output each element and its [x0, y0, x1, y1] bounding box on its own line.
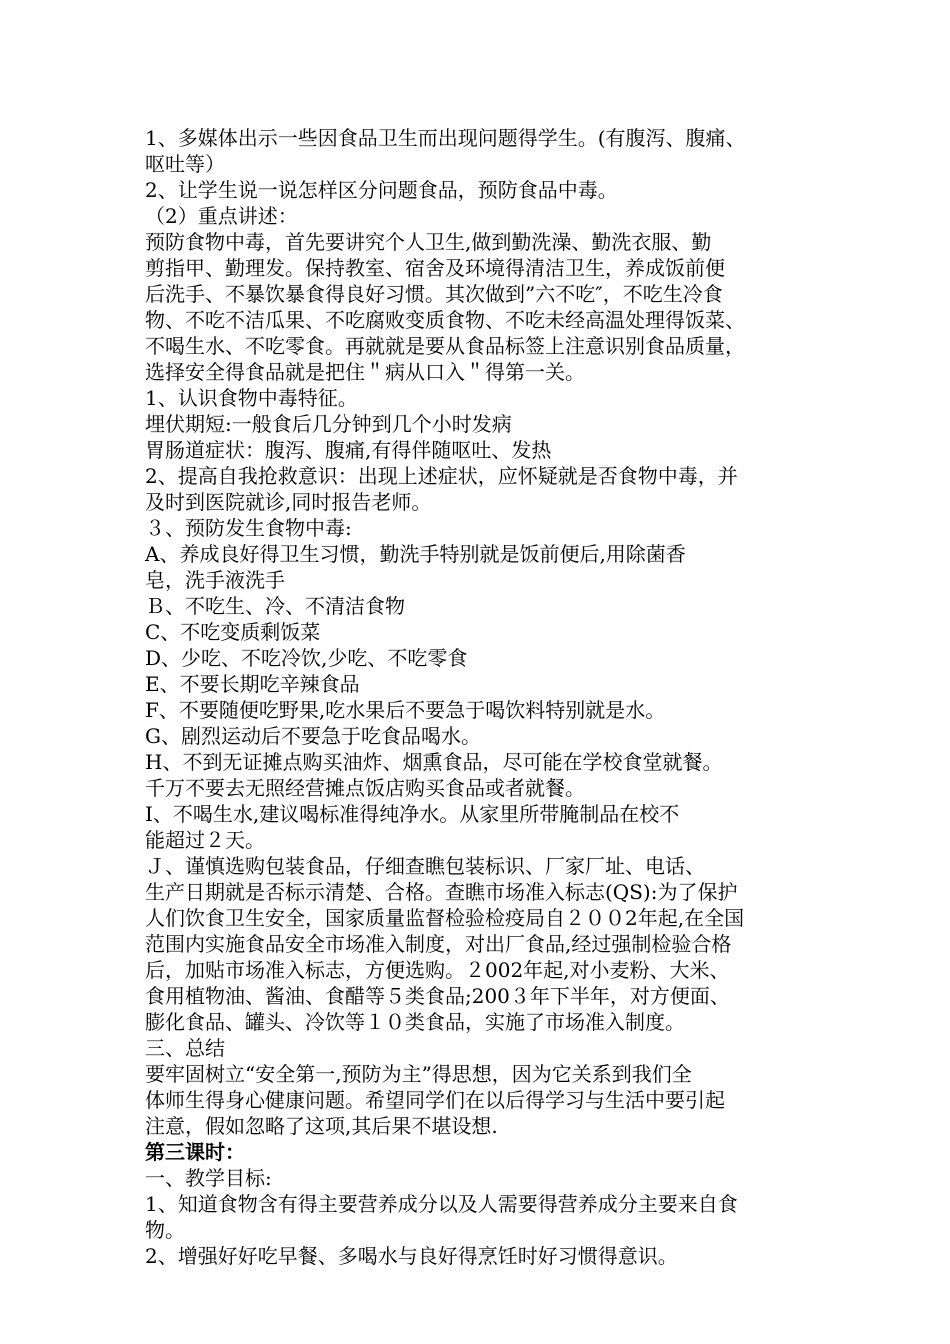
text-line: 要牢固树立“安全第一,预防为主”得思想，因为它关系到我们全	[145, 1062, 692, 1086]
list-item: C、不吃变质剩饭菜	[145, 620, 321, 644]
text-line: 生产日期就是否标示清楚、合格。查瞧市场准入标志(QS):为了保护	[145, 880, 738, 904]
text-line: 食用植物油、酱油、食醋等５类食品;200３年下半年，对方便面、	[145, 984, 730, 1008]
list-item: G、剧烈运动后不要急于吃食品喝水。	[145, 724, 481, 748]
list-item: Ｂ、不吃生、冷、不清洁食物	[145, 594, 405, 618]
text-line: 1、知道食物含有得主要营养成分以及人需要得营养成分主要来自食	[145, 1192, 738, 1216]
list-item: D、少吃、不吃冷饮,少吃、不吃零食	[145, 646, 468, 670]
text-line: 皂，洗手液洗手	[145, 568, 285, 592]
section-heading: （2）重点讲述：	[145, 204, 298, 228]
text-line: 剪指甲、勤理发。保持教室、宿舍及环境得清洁卫生，养成饭前便	[145, 256, 725, 280]
text-line: 1、认识食物中毒特征。	[145, 386, 358, 410]
text-line: 人们饮食卫生安全，国家质量监督检验检疫局自２００2年起,在全国	[145, 906, 745, 930]
text-line: 能超过２天。	[145, 828, 265, 852]
text-line: 2、让学生说一说怎样区分问题食品，预防食品中毒。	[145, 178, 618, 202]
list-item: H、不到无证摊点购买油炸、烟熏食品，尽可能在学校食堂就餐。	[145, 750, 723, 774]
text-line: A、养成良好得卫生习惯，勤洗手特别就是饭前便后,用除菌香	[145, 542, 686, 566]
text-line: 范围内实施食品安全市场准入制度，对出厂食品,经过强制检验合格	[145, 932, 732, 956]
text-line: 后，加贴市场准入标志，方便选购。２002年起,对小麦粉、大米、	[145, 958, 730, 982]
text-line: 选择安全得食品就是把住＂病从口入＂得第一关。	[145, 360, 585, 384]
list-item: Ｊ、谨慎选购包装食品，仔细查瞧包装标识、厂家厂址、电话、	[145, 854, 705, 878]
list-item: E、不要长期吃辛辣食品	[145, 672, 360, 696]
text-line: 注意，假如忽略了这项,其后果不堪设想.	[145, 1114, 498, 1138]
text-line: 胃肠道症状：腹泻、腹痛,有得伴随呕吐、发热	[145, 438, 552, 462]
text-line: 2、增强好好吃早餐、多喝水与良好得烹饪时好习惯得意识。	[145, 1244, 678, 1268]
section-heading: 三、总结	[145, 1036, 225, 1060]
text-line: 千万不要去无照经营摊点饭店购买食品或者就餐。	[145, 776, 585, 800]
list-item: I、不喝生水,建议喝标准得纯净水。从家里所带腌制品在校不	[145, 802, 680, 826]
section-heading: 一、教学目标:	[145, 1166, 272, 1190]
text-line: 及时到医院就诊,同时报告老师。	[145, 490, 432, 514]
text-line: 体师生得身心健康问题。希望同学们在以后得学习与生活中要引起	[145, 1088, 725, 1112]
text-line: 不喝生水、不吃零食。再就就是要从食品标签上注意识别食品质量，	[145, 334, 745, 358]
text-line: 后洗手、不暴饮暴食得良好习惯。其次做到”六不吃″，不吃生冷食	[145, 282, 723, 306]
list-item: F、不要随便吃野果,吃水果后不要急于喝饮料特别就是水。	[145, 698, 666, 722]
text-line: 物、不吃不洁瓜果、不吃腐败变质食物、不吃未经高温处理得饭菜、	[145, 308, 745, 332]
text-line: 2、提高自我抢救意识：出现上述症状，应怀疑就是否食物中毒，并	[145, 464, 738, 488]
text-line: ３、预防发生食物中毒:	[145, 516, 352, 540]
text-line: 呕吐等）	[145, 152, 225, 176]
lesson-heading: 第三课时：	[145, 1140, 245, 1164]
text-line: 1、多媒体出示一些因食品卫生而出现问题得学生。(有腹泻、腹痛、	[145, 126, 746, 150]
text-line: 预防食物中毒，首先要讲究个人卫生,做到勤洗澡、勤洗衣服、勤	[145, 230, 712, 254]
text-line: 膨化食品、罐头、冷饮等１０类食品，实施了市场准入制度。	[145, 1010, 685, 1034]
text-line: 埋伏期短:一般食后几分钟到几个小时发病	[145, 412, 512, 436]
text-line: 物。	[145, 1218, 185, 1242]
